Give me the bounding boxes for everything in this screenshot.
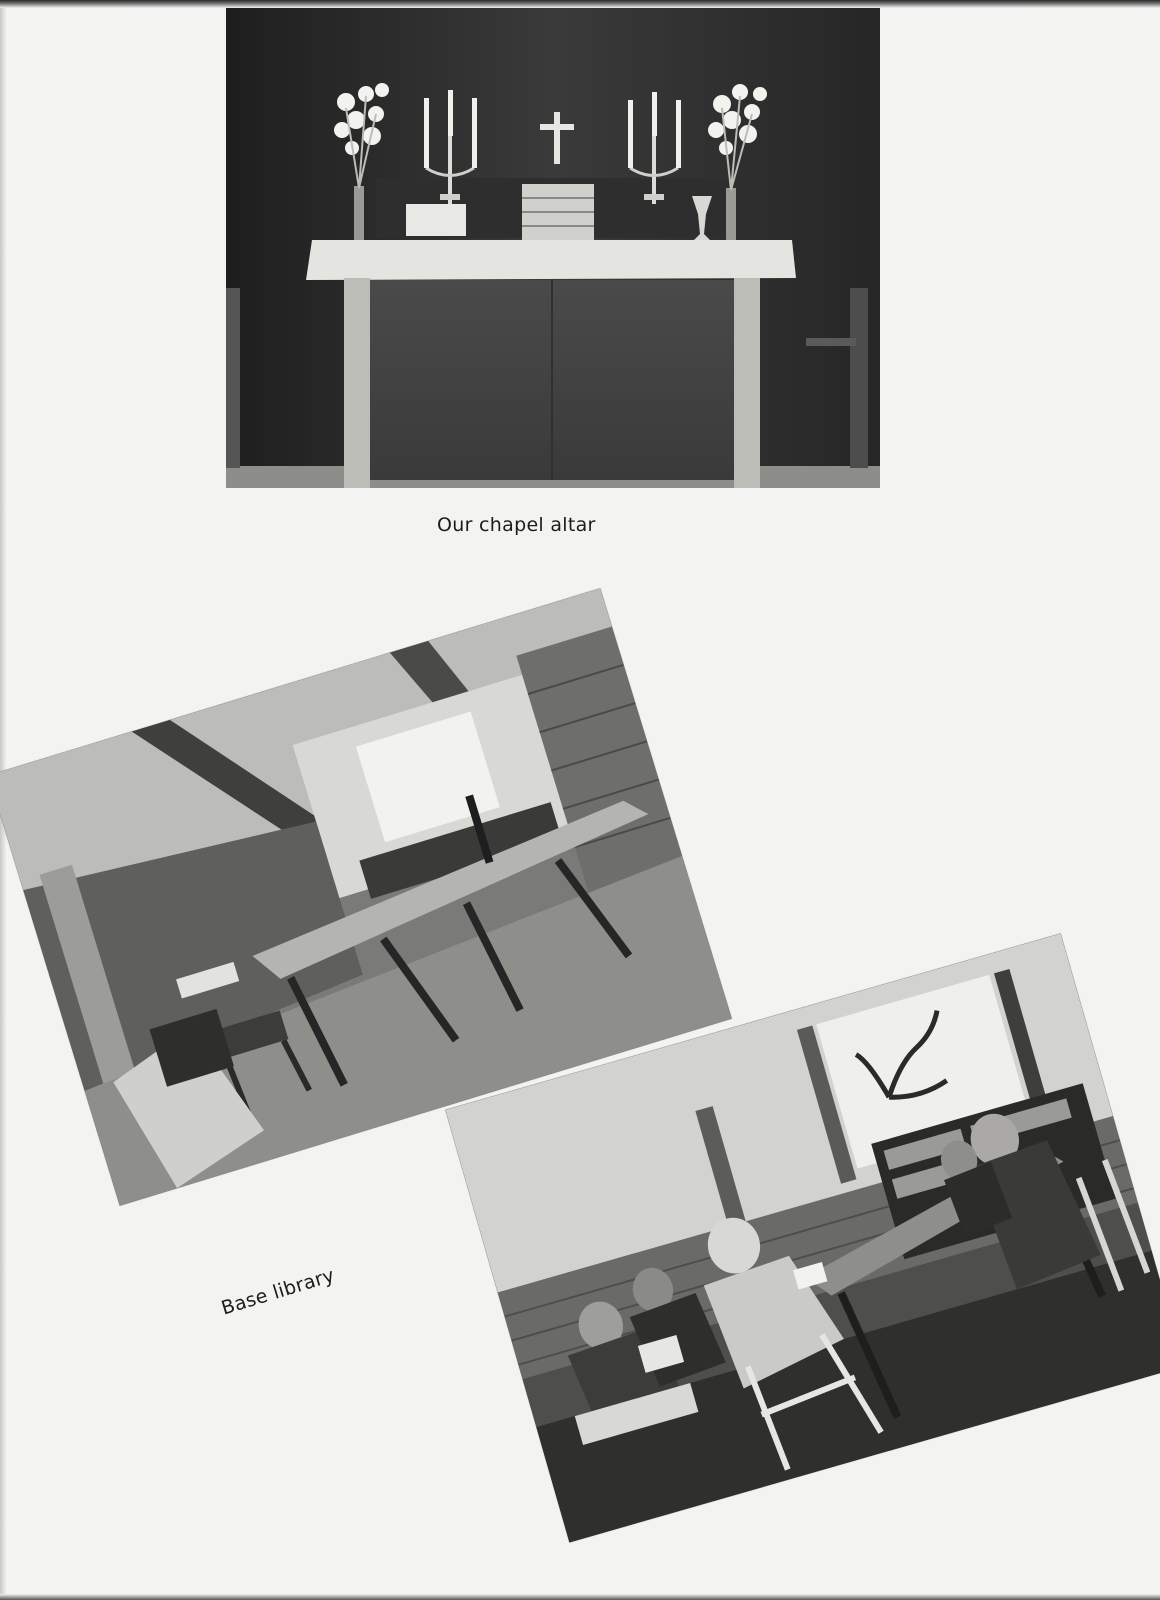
chapel-altar-photo — [226, 8, 880, 488]
chapel-altar-illustration — [226, 8, 880, 488]
page-bottom-edge — [0, 1594, 1160, 1600]
base-library-caption: Base library — [218, 1264, 338, 1320]
chapel-altar-caption: Our chapel altar — [437, 514, 596, 536]
page-top-edge — [0, 0, 1160, 8]
